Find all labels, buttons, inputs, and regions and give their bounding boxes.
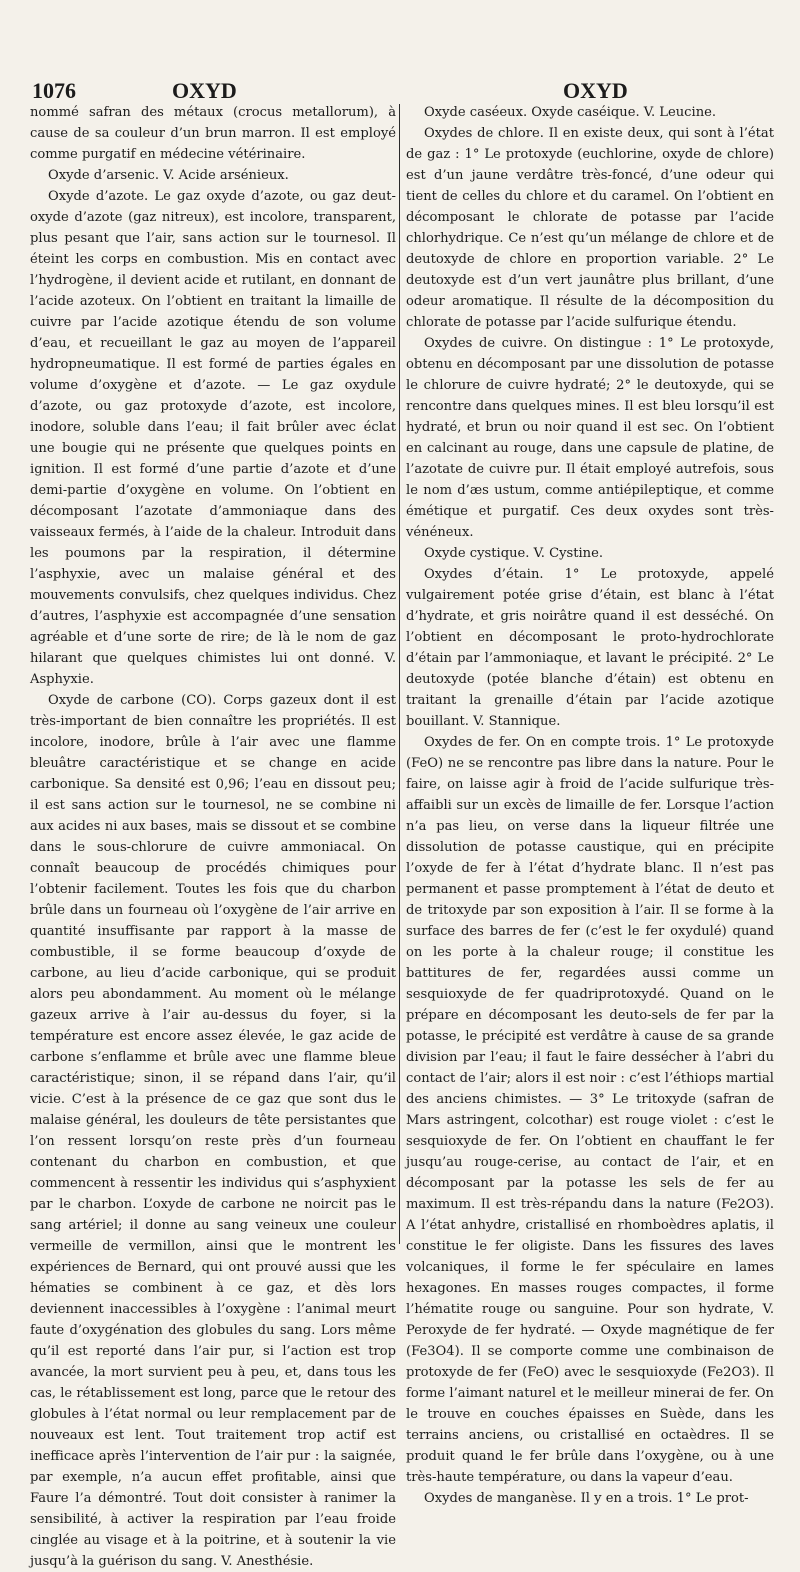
entry-oxyde-azote: Oxyde d’azote. Le gaz oxyde d’azote, ou gaz deut-oxyde d’azote (gaz nitreux), est incolore, transparent, plus pesant que l’air, sans action sur le tournesol. Il éteint les corps en combustion. Mis en contact avec l’hydrogène, il devient acide et rutilant, en donnant de l’acide azoteux. On l’obtient en traitant la limaille de cuivre par l’acide azotique étendu de son volume d’eau, et recueillant le gaz au moyen de l’appareil hydropneumatique. Il est formé de parties égales en volume d’oxygène et d’azote. — Le gaz oxydule d’azote, ou gaz protoxyde d’azote, est incolore, inodore, soluble dans l’eau; il fait brûler avec éclat une bougie qui ne présente que quelques points en ignition. Il est formé d’une partie d’azote et d’une demi-partie d’oxygène en volume. On l’obtient en décomposant l’azotate d’ammoniaque dans des vaisseaux fermés, à l’aide de la chaleur. Introduit dans les poumons par la respiration, il détermine l’asphyxie, avec un malaise général et des mouvements convulsifs, chez quelques individus. Chez d’autres, l’asphyxie est accompagnée d’une sensation agréable et d’une sorte de rire; de là le nom de gaz hilarant que quelques chimistes lui ont donné. V. Asphyxie. bbox=[30, 189, 396, 687]
running-header bbox=[0, 70, 800, 106]
entry-oxydes-etain: Oxydes d’étain. 1° Le protoxyde, appelé vulgairement potée grise d’étain, est blanc à l’état d’hydrate, et gris noirâtre quand il est desséché. On l’obtient en décomposant le proto-hydrochlorate d’étain par l’ammoniaque, et lavant le précipité. 2° Le deutoxyde (potée blanche d’étain) est obtenu en traitant la grenaille d’étain par l’acide azotique bouillant. V. Stannique. bbox=[406, 567, 774, 729]
header-keyword-right: OXYD bbox=[563, 78, 628, 103]
header-keyword-left: OXYD bbox=[172, 78, 237, 103]
left-column bbox=[30, 102, 396, 1569]
right-column bbox=[406, 102, 774, 1506]
entry-oxyde-carbone: Oxyde de carbone (CO). Corps gazeux dont il est très-important de bien connaître les propriétés. Il est incolore, inodore, brûle à l’air avec une flamme bleuâtre caractéristique et se change en acide carbonique. Sa densité est 0,96; l’eau en dissout peu; il est sans action sur le tournesol, ne se combine ni aux acides ni aux bases, mais se dissout et se combine dans le sous-chlorure de cuivre ammoniacal. On connaît beaucoup de procédés chimiques pour l’obtenir facilement. Toutes les fois que du charbon brûle dans un fourneau où l’oxygène de l’air arrive en quantité insuffisante par rapport à la masse de combustible, il se forme beaucoup d’oxyde de carbone, au lieu d’acide carbonique, qui se produit alors peu abondamment. Au moment où le mélange gazeux arrive à l’air au-dessus du foyer, si la température est encore assez élevée, le gaz acide de carbone s’enflamme et brûle avec une flamme bleue caractéristique; sinon, il se répand dans l’air, qu’il vicie. C’est à la présence de ce gaz que sont dus le malaise général, les douleurs de tête persistantes que l’on ressent lorsqu’on reste près d’un fourneau contenant du charbon en combustion, et que commencent à ressentir les individus qui s’asphyxient par le charbon. L’oxyde de carbone ne noircit pas le sang artériel; il donne au sang veineux une couleur vermeille de vermillon, ainsi que le montrent les expériences de Bernard, qui ont prouvé aussi que les hématies se combinent à ce gaz, et dès lors deviennent inaccessibles à l’oxygène : l’animal meurt faute d’oxygénation des globules du sang. Lors même qu’il est reporté dans l’air pur, si l’action est trop avancée, la mort survient peu à peu, et, dans tous les cas, le rétablissement est long, parce que le retour des globules à l’état normal ou leur remplacement par de nouveaux est lent. Tout traitement trop actif est inefficace après l’intervention de l’air pur : la saignée, par exemple, n’a aucun effet profitable, ainsi que Faure l’a démontré. Tout doit consister à ranimer la sensibilité, à activer la respiration par l’eau froide cinglée au visage et à la poitrine, et à soutenir la vie jusqu’à la guérison du sang. V. Anesthésie. bbox=[30, 693, 396, 1569]
entry-oxydes-manganese: Oxydes de manganèse. Il y en a trois. 1° Le prot- bbox=[424, 1491, 749, 1506]
entry-oxydes-fer: Oxydes de fer. On en compte trois. 1° Le protoxyde (FeO) ne se rencontre pas libre dans la nature. Pour le faire, on laisse agir à froid de l’acide sulfurique très-affaibli sur un excès de limaille de fer. Lorsque l’action n’a pas lieu, on verse dans la liqueur filtrée une dissolution de potasse caustique, qui en précipite l’oxyde de fer à l’état d’hydrate blanc. Il n’est pas permanent et passe promptement à l’état de deuto et de tritoxyde par son exposition à l’air. Il se forme à la surface des barres de fer (c’est le fer oxydulé) quand on les porte à la chaleur rouge; il constitue les battitures de fer, regardées aussi comme un sesquioxyde de fer quadriprotoxydé. Quand on le prépare en décomposant les deuto-sels de fer par la potasse, le précipité est verdâtre à cause de sa grande division par l’eau; il faut le faire dessécher à l’abri du contact de l’air; alors il est noir : c’est l’éthiops martial des anciens chimistes. — 3° Le tritoxyde (safran de Mars astringent, colcothar) est rouge violet : c’est le sesquioxyde de fer. On l’obtient en chauffant le fer jusqu’au rouge-cerise, au contact de l’air, et en décomposant par la potasse les sels de fer au maximum. Il est très-répandu dans la nature (Fe2O3). A l’état anhydre, cristallisé en rhomboèdres aplatis, il constitue le fer oligiste. Dans les fissures des laves volcaniques, il forme le fer spéculaire en lames hexagones. En masses rouges compactes, il forme l’hématite rouge ou sanguine. Pour son hydrate, V. Peroxyde de fer hydraté. — Oxyde magnétique de fer (Fe3O4). Il se comporte comme une combinaison de protoxyde de fer (FeO) avec le sesquioxyde (Fe2O3). Il forme l’aimant naturel et le meilleur minerai de fer. On le trouve en couches épaisses en Suède, dans les terrains anciens, ou cristallisé en octaèdres. Il se produit quand le fer brûle dans l’oxygène, ou à une très-haute température, ou dans la vapeur d’eau. bbox=[406, 735, 774, 1485]
entry-oxyde-arsenic: Oxyde d’arsenic. V. Acide arsénieux. bbox=[48, 168, 289, 183]
entry-oxydes-cuivre: Oxydes de cuivre. On distingue : 1° Le protoxyde, obtenu en décomposant par une dissolution de potasse le chlorure de cuivre hydraté; 2° le deutoxyde, qui se rencontre dans quelques mines. Il est bleu lorsqu’il est hydraté, et brun ou noir quand il est sec. On l’obtient en calcinant au rouge, dans une capsule de platine, de l’azotate de cuivre pur. Il était employé autrefois, sous le nom d’æs ustum, comme antiépileptique, et comme émétique et purgatif. Ces deux oxydes sont très-vénéneux. bbox=[406, 336, 774, 540]
page-number: 1076 bbox=[32, 78, 76, 103]
entry-oxyde-caseeux: Oxyde caséeux. Oxyde caséique. V. Leucine. bbox=[424, 105, 717, 120]
entry-oxyde-cystique: Oxyde cystique. V. Cystine. bbox=[424, 546, 604, 561]
entry-paragraph: nommé safran des métaux (crocus metallorum), à cause de sa couleur d’un brun marron. Il est employé comme purgatif en médecine vétérinaire. bbox=[30, 105, 396, 162]
entry-oxydes-chlore: Oxydes de chlore. Il en existe deux, qui sont à l’état de gaz : 1° Le protoxyde (euchlorine, oxyde de chlore) est d’un jaune verdâtre très-foncé, d’une odeur qui tient de celles du chlore et du caramel. On l’obtient en décomposant le chlorate de potasse par l’acide chlorhydrique. Ce n’est qu’un mélange de chlore et de deutoxyde de chlore en proportion variable. 2° Le deutoxyde est d’un vert jaunâtre plus brillant, d’une odeur aromatique. Il résulte de la décomposition du chlorate de potasse par l’acide sulfurique étendu. bbox=[406, 126, 774, 330]
column-divider bbox=[399, 104, 400, 1244]
